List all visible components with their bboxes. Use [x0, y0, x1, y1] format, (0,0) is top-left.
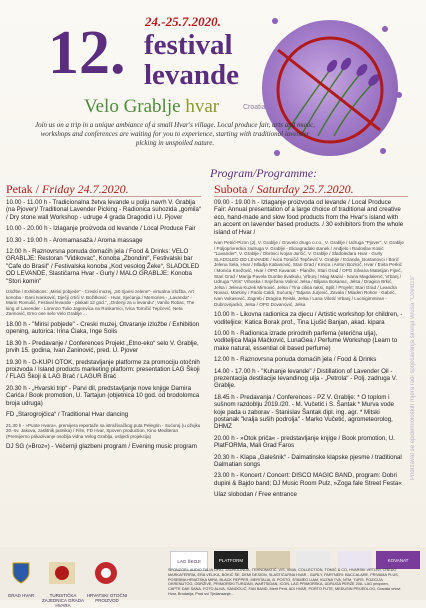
side-note: Pridržavat se epidemioloških mjera radi sprječavanja širenja virusa "Covid19"	[410, 274, 416, 480]
saturday-heading: Subota / Saturday 25.7.2020.	[214, 182, 354, 196]
location-title	[84, 96, 219, 118]
grad-hvar-logo	[6, 555, 36, 591]
list-item: 12.00 h - Raznovrsna ponuda domaćih jela / Food & Drinks: VELO GRABLJE: Restoran "Vidikovac", Konoba „Zbondini“, Festivalski bar "Cafe do Brasil" / Festivalska konoba „Kod vesolog Žeke“, SLADOLED OD LEVANDE, Slastičarna Hvar - Gurly / MALO GRABLJE: Konoba "Stori komin"	[6, 248, 200, 285]
divider	[214, 196, 408, 197]
list-item: 10.00 h - Radionica izrade prirodnih parfema (eteričnа ulja), voditeljica Maja Mačković, LunaGea / Perfume Workshop (Learn to make natural, essential oil based perfume)	[214, 329, 398, 352]
logo-caption: GRAD HVAR	[7, 593, 35, 598]
decoration-dot	[396, 92, 402, 98]
divider	[6, 196, 201, 197]
hop-icon	[94, 561, 118, 585]
list-item: FD „Starogrojčica“ / Traditional Hvar dancing	[6, 411, 129, 419]
list-item: 10.00 - 11.00 h - Tradicionalna žetva levande u polju navrh V. Grablja (na Pjover)/ Traditional Lavender Picking - Radionica suhozida „gomila“ / Dry stone wall Workshop - udruge 4 grada Dragodid i U. Pjover	[6, 199, 202, 221]
list-item: 23.00 h - Koncert / Concert: DISCO MAGIC BAND, program: Dobri dupini & Bajdo band; DJ Music Room Pulz, »Zoga fale Street Festa«	[214, 472, 402, 487]
list-item: 09.00 - 19.00 h - Izlaganje proizvoda od levande / Local Produce Fair: Annual presentation of a large choice of traditional and creative eco, hand-made and slow food products from the Hvar's island with an accent on lavender based products. / 30 exhibitors from the whole island of Hvar /	[214, 199, 404, 236]
lag-skoji-logo: LAG ŠKOJI	[170, 551, 208, 571]
exhibitor-list: Ivan Petrić-Pizon (J), V. Grablje / Gravelo drugo o.r.o., V. Grablje / Udruga "Pjover", V. Grablje / Poljoprivredna zadruga V. Grablje - Ekoagradaki stanek / Anđjelo i Radoslav Kosić "Lavander", V. Grablje / Obrtnici Ivojan Jurčić, V. Grablje / Sladoledara Hvar - Gurly SLADOLED OD LEVANDE / Ivica Tomičić Tepčević V. Grablje / Eclanda_Bostanovci / Borić Jelena Sela, Hvar / Mladja Kabanović, Stari Grad / Kmica i Anton Bozicič, Hvar / Evita Perkić / Monica Knežović, Hvar / OPG Kavanat - Planiže, Stari Grad / OPG Silvana Matetijan Fijnić, Stari Grad / Marija Pavela Dumbe Ilvatkulu, Vrbunj / Mag Mazal - Ivana Magdalenić, Vrbanj / Udruga "Vrtis" Vrboska / Snježana Volinić Jelsa / Biljana Bosanac, Jelsa / Dragica Brkić, Jelsa / Jelena Kuzek Mirnović, Jelsa / Tina cilioa raksi, Split / Projekt; Stari Grad / Leandra Novaci, Markiny / Paolo Caldi, Sućuraj / Tatjana Jurjević, Zavala / Mladen Rokov - Gabrić, Ivan Vukasović, Zagreb / Dragica Reiski, Jelsa / Lana Vilotić Vrbanj / Lucnigimmiran - Dubrovnjacko, Jelsa / OPG Dovanović, Jelsa	[214, 240, 404, 307]
list-item: 10.00 - 20.00 h - Izlaganje proizvoda od levande / Local Produce Fair	[6, 225, 196, 233]
platform-logo: PLATFORM	[214, 551, 248, 569]
country-text: Croatia	[243, 104, 266, 111]
intro-text: Join us on a trip in a unique ambiance of a small Hvar's village. Local produce fair, arts and music, workshops and conferences are waiting for you to experience, starting with traditional lavender picking in unspoiled nature.	[34, 121, 316, 147]
list-item: 10.00 h - Likovna radionica za djecu / Artistic workshop for children, - voditeljice: Katica Borak prof., Tina Ljušić Banjan, akad. kipara	[214, 311, 403, 326]
list-item: 10.30 - 19.00 h - Aromamasaža / Aroma massage	[6, 236, 143, 244]
decoration-dot	[380, 148, 386, 154]
list-item: Ulaz slobodan / Free entrance	[214, 491, 297, 499]
list-item: 18.30 h - Predavanje / Conferences Projekt „Etno-eko“ selo V. Grablje, prvih 15. godina, Ivan Zaninović, pred. U. Pjover	[6, 339, 199, 355]
partner-logo	[256, 551, 290, 569]
saturday-column	[214, 199, 404, 503]
partner-logo	[296, 551, 330, 569]
program-title: Program/Programme:	[210, 166, 318, 180]
friday-heading: Petak / Friday 24.7.2020.	[6, 182, 129, 196]
hvar-text: hvar	[185, 96, 220, 117]
list-item: DJ SG (»Broz«) - Večernji glazbeni program / Evening music program	[6, 443, 197, 451]
coat-of-arms-icon	[12, 562, 30, 584]
sponsors-text: SPONZORI: AUDIO TALIA OPAT, JADROLINIJA, TEHNOMATIĆ, VIS, VIMA, COLLECTION, TOMIĆ & CO, HVARSKI VRTOVI, CREDO MARKAFERRIA, ERA VELIKA, BOKIĆ ŠE, DEMI DESIGN, SLASTIČARNA HVAR - GURLY, PARTNERI: BACCALARE, PRIVAMA PLUS, POSEBNA HRVATSKA MIRA, BLACK PEPPER, MERITALIA, B. POSTO, STAMEO LIAM, KUZNA TVA, NTM, TURS, POZICIJA OKRENUTOG, ODRŽIVE, PRIMORSKI TURIZAM, WARTSIDAN, ICON, LAG PRIMORSKA, UDRUGA PERZE 20A. LAG priopćen, CAPTE DAK SANA, FOTO ALIVA, SANDOLIĆ, FAN BAND, Merit Perit, ADI HVAR, PORTO FUTE, MEDUSIN PRIJEDLOG, Gradski vrtovi Hvar, Brodarija, Prod svi Tjedansanje...	[168, 568, 401, 596]
title-festival: festival	[144, 29, 233, 61]
logo-caption: TURISTIČKA ZAJEDNICA GRADA HVARA	[41, 593, 84, 608]
decoration-dot	[274, 150, 280, 156]
list-item: 14.00 - 17.00 h - "Kuhanje levande" / Distillation of Lavender Oil - prezentacija destilacije levandinog ulja - „Petrola“ - Polj. zadruga V. Grablje.	[214, 367, 398, 390]
island-product-logo	[88, 555, 124, 591]
list-item: 12.00 h - Raznovrsna ponuda domaćih jela / Food & Drinks	[214, 356, 377, 364]
list-item: 20.00 h - »Otok priča« - predstavljanje knjige / Book promotion, U. PlatFORMa, Mali Grad Faros	[214, 434, 395, 450]
friday-column	[6, 199, 202, 455]
list-item: 18.45 h - Predavanja / Conferences - PZ V. Grablje: * O toplom i sušnom razdoblju 2019./20. - M. Vučetić i S. Šantak * Murva vode koje pada u zaborav - Stanislav Šantak dipl. ing. agr. * Mitski postanak "kralja suših podrolja" - Marko Vučetić, agrometeorolog, DHMZ	[214, 393, 394, 431]
festival-dates: 24.-25.7.2020.	[145, 14, 221, 29]
tourist-board-logo	[44, 555, 80, 591]
title-levande: levande	[144, 59, 240, 91]
logo-caption: HRVATSKI OTOČNI PROIZVOD	[86, 593, 128, 603]
list-item: Izložbe / Exhibitions: „Mirisi pobjede“ - Creski muzej, „50 njansi zelene“- virtualna izložba, Art konoba - Đani Ivanković, Dječji crtići V. Božitković - Hvar, Sjećanja / Memories - „Lavanda“ - Marin Romulić, Festival levande - plakati 12 god.", „Ordenji za u levandu“, Vanilo Robac, The king of Lavender - Lorenzo Tulio Jagenvica na Roskarnici, Ivica Tomičić Tepčević, Neta Zarinović, Erno one selo Velo Grablje ...	[6, 289, 195, 317]
edition-number: 12.	[48, 19, 126, 87]
list-item: 18.00 h - "Mirisi pobjede" - Creski muzej, Otvaranje izložbe / Exhibition opening, autorica: Irina Ćiaka, Inge Solis	[6, 321, 200, 336]
list-item: 19.30 h - D-KUPI OTOK, predstavljanje platforme za promociju otočnih proizvoda / Island products marketing platform: presentation LAG Škoji / FLAG Škoji & LAG Brač / LAGUR Brač	[6, 358, 200, 381]
list-item: 21.30 h - »Punte Hvara«, premijera reportaže sa istraživačkog puta Pelegrin - Sućuraj (u ožujku 20.-sv. Jakova, zaslitnik putnika) / Film, FD Hvar, Spoven production, Kino Mediteran (Premijerno prikazivanje osoblja vidna Velog Grablja, uslijedi projekcija)	[6, 422, 201, 439]
list-item: 20.30 h - Klapa „Galešnik“ - Dalmatinske klapske pjesme / traditional Dalmatian songs	[214, 453, 402, 469]
decoration-dot	[272, 18, 278, 24]
partner-logo	[338, 551, 372, 569]
kovanat-logo: KOVANAT	[376, 551, 420, 569]
list-item: 20.30 h - „Hvarski trip“ - Parvi dil, predstavljanje nove knjige Damira Carića / Book promotion, U. Tartajun (objetnica 10 god. od brodolomca broja udruga)	[6, 384, 200, 407]
velo-grablje-text: Velo Grablje	[84, 96, 181, 117]
tz-hvar-icon	[49, 562, 75, 584]
